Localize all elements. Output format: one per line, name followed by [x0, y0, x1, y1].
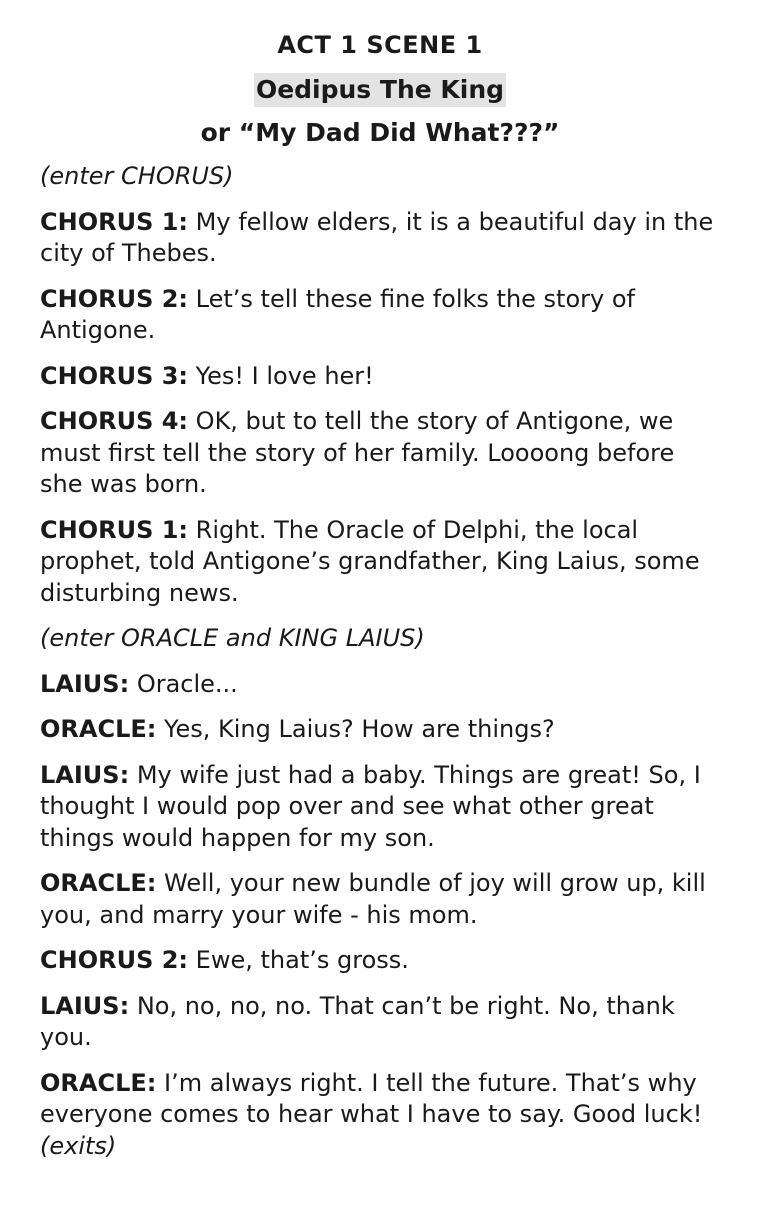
speaker-name: LAIUS	[40, 669, 120, 698]
speaker-name: CHORUS 1	[40, 207, 179, 236]
act-scene-heading: ACT 1 SCENE 1	[277, 31, 483, 59]
dialogue-text: Let’s tell these fine folks the story of Antigone.	[40, 284, 635, 344]
dialogue-text: My fellow elders, it is a beautiful day in the city of Thebes.	[40, 207, 714, 267]
dialogue-line: ORACLE: Yes, King Laius? How are things?	[40, 715, 555, 743]
dialogue-text: Yes, King Laius? How are things?	[164, 715, 555, 743]
stage-direction: (enter CHORUS)	[40, 162, 234, 190]
dialogue-line: LAIUS: No, no, no, no. That can’t be right. No, thank you.	[40, 991, 675, 1051]
dialogue-line: CHORUS 2: Ewe, that’s gross.	[40, 946, 409, 974]
dialogue-text: Right. The Oracle of Delphi, the local prophet, told Antigone’s grandfather, King Laius, some disturbing news.	[40, 515, 700, 607]
dialogue-text: My wife just had a baby. Things are great! So, I thought I would pop over and see what other great things would happen for my son.	[40, 760, 701, 852]
dialogue-line: CHORUS 2: Let’s tell these fine folks the story of Antigone.	[40, 284, 635, 344]
speaker-name: CHORUS 1	[40, 515, 179, 544]
dialogue-text: OK, but to tell the story of Antigone, we must first tell the story of her family. Loooong before she was born.	[40, 407, 675, 498]
stage-direction: (enter ORACLE and KING LAIUS)	[40, 624, 425, 652]
dialogue-text: Ewe, that’s gross.	[195, 946, 409, 974]
dialogue-text: No, no, no, no. That can’t be right. No, thank you.	[40, 991, 675, 1051]
dialogue-line: ORACLE: I’m always right. I tell the future. That’s why everyone comes to hear what I have to say. Good luck! (exits)	[40, 1068, 703, 1160]
play-title-wrap	[40, 73, 720, 107]
dialogue-line: CHORUS 3: Yes! I love her!	[40, 361, 374, 390]
dialogue-line: LAIUS: My wife just had a baby. Things are great! So, I thought I would pop over and see what other great things would happen for my son.	[40, 760, 701, 852]
speaker-name: LAIUS	[40, 760, 120, 789]
speaker-name: ORACLE	[40, 715, 147, 743]
speaker-name: CHORUS 3	[40, 361, 179, 390]
script-page	[40, 28, 720, 1176]
speaker-name: LAIUS	[40, 991, 120, 1020]
play-subtitle: or “My Dad Did What???”	[200, 118, 560, 147]
play-title: Oedipus The King	[254, 73, 506, 107]
dialogue-text: Oracle...	[136, 669, 238, 698]
speaker-name: CHORUS 4	[40, 407, 179, 435]
dialogue-line: ORACLE: Well, your new bundle of joy will grow up, kill you, and marry your wife - his mom.	[40, 869, 706, 929]
dialogue-line: CHORUS 4: OK, but to tell the story of Antigone, we must first tell the story of her family. Loooong before she was born.	[40, 407, 675, 498]
dialogue-line: CHORUS 1: My fellow elders, it is a beautiful day in the city of Thebes.	[40, 207, 714, 267]
dialogue-text: I’m always right. I tell the future. That’s why everyone comes to hear what I have to say. Good luck!	[40, 1068, 703, 1128]
speaker-name: CHORUS 2	[40, 284, 179, 313]
dialogue-text: Yes! I love her!	[195, 361, 374, 390]
stage-direction-inline: (exits)	[40, 1131, 117, 1160]
dialogue-line: LAIUS: Oracle...	[40, 669, 238, 698]
dialogue-line: CHORUS 1: Right. The Oracle of Delphi, the local prophet, told Antigone’s grandfather, King Laius, some disturbing news.	[40, 515, 700, 607]
speaker-name: CHORUS 2	[40, 946, 179, 974]
speaker-name: ORACLE	[40, 869, 147, 897]
speaker-name: ORACLE	[40, 1068, 147, 1097]
dialogue-text: Well, your new bundle of joy will grow up, kill you, and marry your wife - his mom.	[40, 869, 706, 929]
